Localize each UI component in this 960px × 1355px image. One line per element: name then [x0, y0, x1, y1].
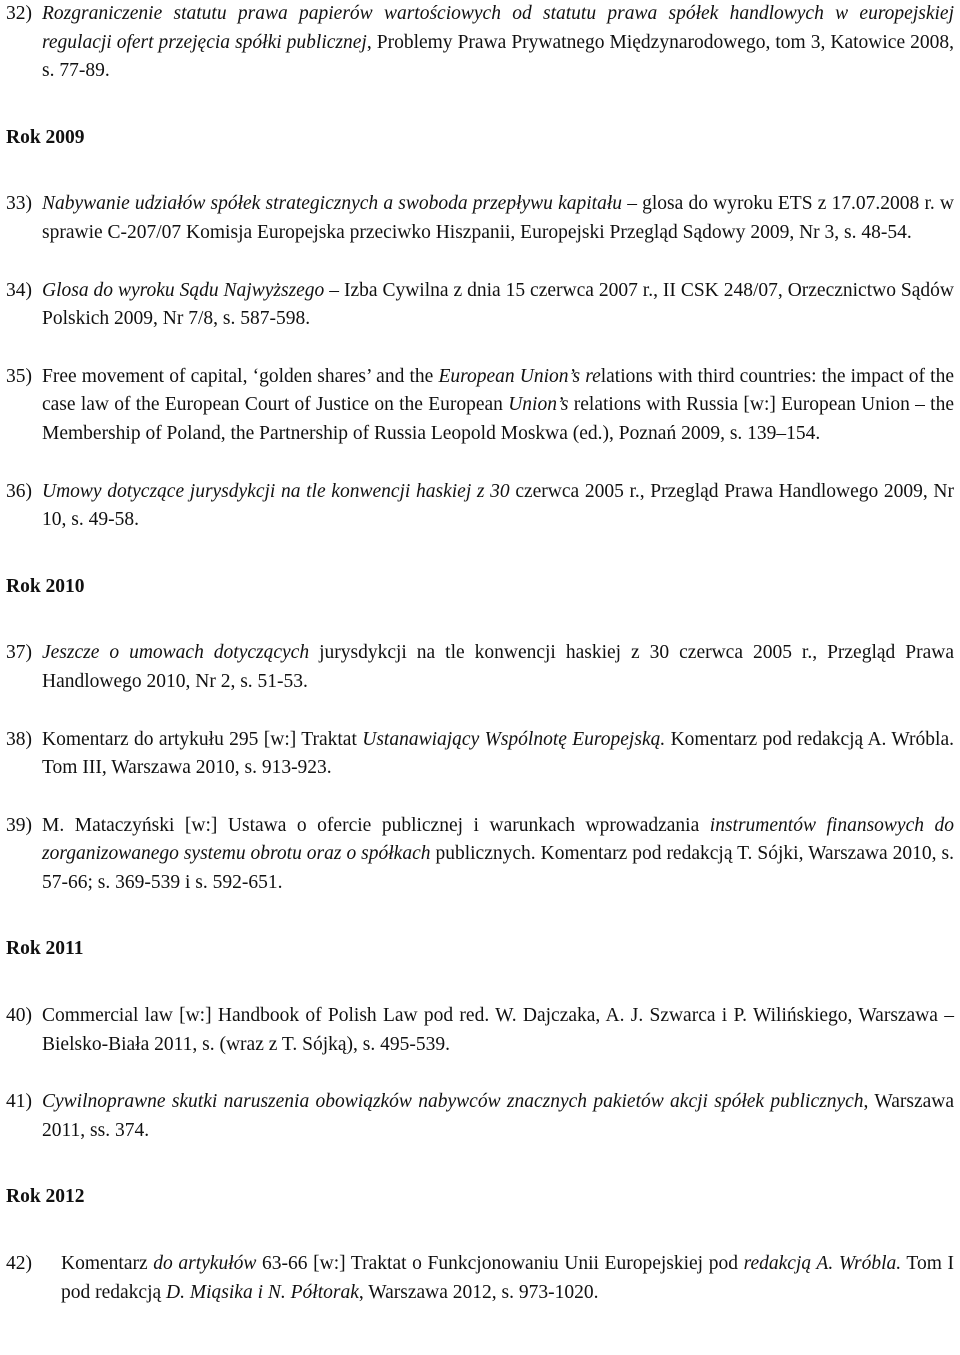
entry-number: 35): [6, 365, 32, 387]
entry-italic-part: Union’s: [508, 394, 569, 416]
year-heading-2011: Rok 2011: [6, 938, 84, 960]
entry-italic-part: do artykułów: [153, 1253, 257, 1275]
entry-text-part: Komentarz pod redakcją A. Wróbla. Tom III, Warszawa 2010, s. 913-923.: [42, 728, 954, 779]
bibliography-entry-34: [6, 277, 954, 334]
bibliography-entry-39: [6, 812, 954, 898]
bibliography-entry-40: [6, 1002, 954, 1059]
entry-number: 41): [6, 1091, 32, 1113]
bibliography-entry-35: [6, 363, 954, 449]
year-heading-2010: Rok 2010: [6, 575, 85, 597]
bibliography-entry-33: [6, 190, 954, 247]
bibliography-entry-37: [6, 639, 954, 696]
year-heading-2012: Rok 2012: [6, 1186, 85, 1208]
entry-text-part: Free movement of capital, ‘golden shares’ and the: [42, 365, 439, 387]
entry-title: Nabywanie udziałów spółek strategicznych a swoboda przepływu kapitału: [42, 193, 623, 215]
entry-number: 34): [6, 279, 32, 301]
entry-text: Commercial law [w:] Handbook of Polish Law pod red. W. Dajczaka, A. J. Szwarca i P. Wilińskiego, Warszawa – Bielsko-Biała 2011, s. (wraz z T. Sójką), s. 495-539.: [42, 1005, 954, 1055]
entry-text-part: publicznych. Komentarz pod redakcją T. Sójki, Warszawa 2010, s. 57-66; s. 369-539 i s. 592-651.: [42, 843, 954, 893]
entry-title: Umowy dotyczące jurysdykcji na tle konwencji haskiej z 30: [42, 480, 510, 502]
entry-details: , Problemy Prawa Prywatnego Międzynarodowego, tom 3, Katowice 2008, s. 77-89.: [42, 31, 954, 82]
entry-text-part: Komentarz do artykułu 295 [w:] Traktat: [42, 728, 363, 750]
entry-text-part: lations with third countries: the impact of the case law of the European Court of Justice on the European: [42, 365, 955, 416]
bibliography-entry-38: [6, 726, 954, 783]
entry-text-part: relations with Russia [w:] European Union – the Membership of Poland, the Partnership of Russia Leopold Moskwa (ed.), Poznań 2009, s. 139–154.: [42, 394, 954, 444]
entry-italic-part: European Union’s re: [438, 365, 601, 387]
entry-number: 39): [6, 814, 32, 836]
entry-italic-part: D. Miąsika i N. Półtorak: [166, 1281, 359, 1303]
bibliography-entry-42: [6, 1250, 954, 1307]
entry-title: Glosa do wyroku Sądu Najwyższego: [42, 279, 325, 301]
entry-number: 36): [6, 480, 32, 502]
entry-number: 32): [6, 3, 32, 24]
bibliography-entry-36: [6, 478, 954, 535]
entry-italic-part: Ustanawiający Wspólnotę Europejską.: [362, 728, 666, 750]
entry-details: czerwca 2005 r., Przegląd Prawa Handlowego 2009, Nr 10, s. 49-58.: [42, 480, 954, 531]
entry-number: 33): [6, 193, 32, 215]
entry-details: – glosa do wyroku ETS z 17.07.2008 r. w sprawie C-207/07 Komisja Europejska przeciwko Hiszpanii, Europejski Przegląd Sądowy 2009, Nr 3, s. 48-54.: [42, 193, 955, 243]
year-heading-2009: Rok 2009: [6, 126, 85, 148]
entry-italic-part: redakcją A. Wróbla.: [743, 1253, 902, 1275]
entry-number: 42): [6, 1253, 32, 1275]
entry-details: jurysdykcji na tle konwencji haskiej z 30 czerwca 2005 r., Przegląd Prawa Handlowego 2010, Nr 2, s. 51-53.: [42, 642, 954, 692]
bibliography-entry-41: [6, 1088, 954, 1145]
entry-details: , Warszawa 2011, ss. 374.: [42, 1091, 954, 1141]
bibliography-entry-32: [6, 0, 954, 86]
entry-italic-part: instrumentów finansowych do zorganizowanego systemu obrotu oraz o spółkach: [42, 814, 954, 865]
entry-number: 37): [6, 642, 32, 664]
entry-details: – Izba Cywilna z dnia 15 czerwca 2007 r., II CSK 248/07, Orzecznictwo Sądów Polskich 2009, Nr 7/8, s. 587-598.: [42, 279, 954, 330]
entry-title: Rozgraniczenie statutu prawa papierów wartościowych od statutu prawa spółek handlowych w europejskiej regulacji ofert przejęcia spółki publicznej: [42, 3, 954, 53]
entry-title: Cywilnoprawne skutki naruszenia obowiązków nabywców znacznych pakietów akcji spółek publicznych: [42, 1091, 864, 1113]
entry-number: 38): [6, 728, 32, 750]
entry-text-part: M. Mataczyński [w:] Ustawa o ofercie publicznej i warunkach wprowadzania: [42, 814, 710, 836]
entry-text-part: Komentarz: [61, 1253, 154, 1275]
entry-number: 40): [6, 1005, 32, 1027]
entry-title: Jeszcze o umowach dotyczących: [42, 642, 310, 664]
entry-text-part: , Warszawa 2012, s. 973-1020.: [358, 1281, 599, 1303]
entry-text-part: Tom I pod redakcją: [61, 1253, 954, 1303]
entry-text-part: 63-66 [w:] Traktat o Funkcjonowaniu Unii Europejskiej pod: [256, 1253, 744, 1275]
